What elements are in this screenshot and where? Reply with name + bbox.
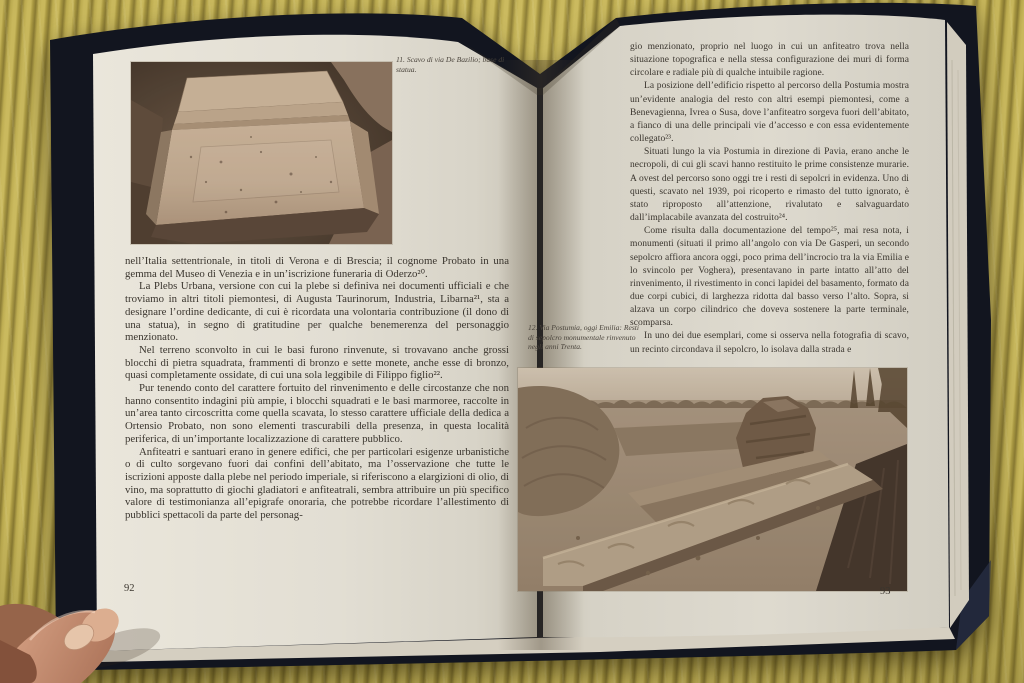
paragraph: In uno dei due esemplari, come si osserva nella fotografia di scavo, un recinto circondava il sepolcro, lo isolava dalla strada e <box>630 331 909 355</box>
paragraph: Nel terreno sconvolto in cui le basi furono rinvenute, si trovavano anche grossi blocchi di pietra squadrata, frammenti di bronzo e sette monete, anche esse di bronzo, quasi completamente ossidate, di cui una sola leggibile di Filippo figlio²². <box>125 343 509 382</box>
paragraph: Come risulta dalla documentazione del tempo²⁵, mai resa nota, i monumenti (situati il primo all’angolo con via De Gasperi, un secondo sepolcro affiora ancora oggi, poco prima dell’incrocio tra la via Emilia e lo svincolo per Voghera), presentavano in parte intatto all’atto del rinvenimento, il rivestimento in conci lapidei del basamento, formato da due corpi cubici, di larghezza ridotta dal basso verso l’alto. Sopra, si alzava un corpo cilindrico che doveva sostenere la parte terminale, scomparsa. <box>630 226 909 329</box>
page-number-right: 93 <box>880 586 891 597</box>
paragraph: La Plebs Urbana, versione con cui la plebe si definiva nei documenti ufficiali e che troviamo in altri titoli piemontesi, di Augusta Taurinorum, Industria, Libarna²¹, sta a designare l’ordine dedicante, di cui è ricordata una volontaria contribuzione (il dono di una statua), in segno di gratitudine per qualche benemerenza del personaggio menzionato. <box>125 280 509 344</box>
page-number-left: 92 <box>124 583 135 594</box>
paragraph: nell’Italia settentrionale, in titoli di Verona e di Brescia; il cognome Probato in una gemma del Museo di Venezia e in un’iscrizione funeraria di Oderzo²⁰. <box>125 255 509 280</box>
figure-caption-12: 12. Via Postumia, oggi Emilia: Resti di sepolcro monumentale rinvenuto negli anni Trenta. <box>528 323 640 352</box>
figure-caption-11: 11. Scavo di via De Bazilio; base di statua. <box>396 55 505 74</box>
paragraph: La posizione dell’edificio rispetto al percorso della Postumia mostra un’evidente analogia del resto con altri esempi piemontesi, come a Benevagienna, Ivrea o Susa, dove l’anfiteatro sorgeva fuori dell’abitato, a fianco di una delle principali vie d’accesso e con essa evidentemente collegato²³. <box>630 81 909 145</box>
paragraph: Pur tenendo conto del carattere fortuito del rinvenimento e delle circostanze che non hanno consentito indagini più ampie, i blocchi squadrati e le basi marmoree, raccolte in un’area tanto circoscritta come quella scavata, lo stesso carattere ufficiale della dedica a Ortensio Probato, non sono elementi trascurabili della presenza, in questa località periferica, di un’importante localizzazione di carattere pubblico. <box>125 382 509 445</box>
paragraph: gio menzionato, proprio nel luogo in cui un anfiteatro trova nella situazione topografica e nella stessa configurazione dei muri di forma circolare e radiale più di qualche intuibile ragione. <box>630 42 909 79</box>
paragraph: Anfiteatri e santuari erano in genere edifici, che per particolari esigenze urbanistiche o di culto sorgevano fuori dai confini dell’abitato, ma l’osservazione che tutte le iscrizioni apposte dalla plebe nel periodo imperiale, si riferiscono a elargizioni di olio, di vino, ma soprattutto di giochi gladiatori e anfiteatrali, sembra attribuire un più specifico valore di testimonianza all’epigrafe onoraria, che potrebbe ricordare l’allestimento di pubblici spettacoli da parte del personag- <box>125 445 509 522</box>
paragraph: Situati lungo la via Postumia in direzione di Pavia, erano anche le necropoli, di cui gli scavi hanno restituito le prime consistenze murarie. A ovest del percorso sono oggi tre i resti di sepolcri in evidenza. Uno di questi, scavato nel 1939, poi ricoperto e rimasto del tutto ignorato, è stato riproposto all’attenzione, rivalutato e salvaguardato dall’implacabile avanzata del costruito²⁴. <box>630 147 909 224</box>
